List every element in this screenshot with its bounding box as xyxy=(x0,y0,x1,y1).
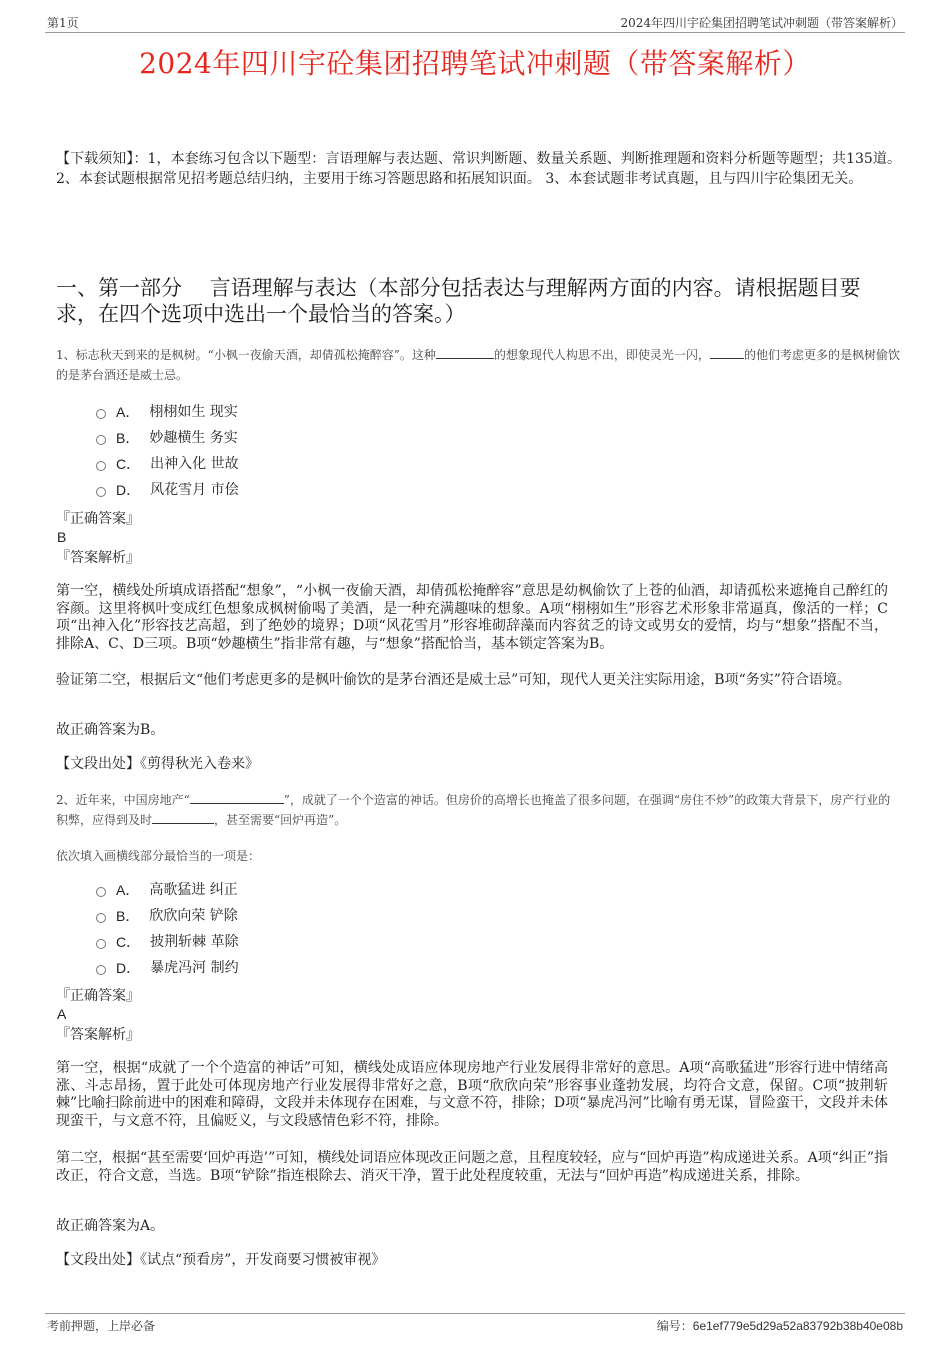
radio-icon[interactable] xyxy=(96,965,106,975)
q2-stem-part-c: ，甚至需要“回炉再造”。 xyxy=(214,813,347,827)
q2-correct-answer-label: 『正确答案』 xyxy=(56,988,140,1004)
option-letter: A． xyxy=(116,404,140,420)
section-heading: 一、第一部分 言语理解与表达（本部分包括表达与理解两方面的内容。请根据题目要求，在四个选项中选出一个最恰当的答案。） xyxy=(56,276,861,326)
q2-stem-part-b: ”，成就了一个个造富的神话。但房价的高增长也掩盖了很多问题，在强调“房住不炒”的政策大背景下，房产行业的积弊，应得到及时 xyxy=(56,793,891,827)
q2-option-a[interactable] xyxy=(96,881,238,899)
radio-icon[interactable] xyxy=(96,487,106,497)
footer-code-label: 编号： xyxy=(656,1319,693,1333)
q2-answer: A xyxy=(57,1006,67,1022)
page-number: 第1页 xyxy=(47,16,79,30)
option-text: 妙趣横生 务实 xyxy=(149,430,238,446)
radio-icon[interactable] xyxy=(96,939,106,949)
q1-correct-answer-label: 『正确答案』 xyxy=(56,511,140,527)
q2-analysis-paragraph-2: 第二空，根据“甚至需要‘回炉再造’”可知，横线处词语应体现改正问题之意，且程度较轻，应与“回炉再造”构成递进关系。A项“纠正”指改正，符合文意，当选。B项“铲除”指连根除去、消灭干净，置于此处程度较重，无法与“回炉再造”构成递进关系，排除。 xyxy=(56,1150,888,1184)
q2-analysis-paragraph-1: 第一空，根据“成就了一个个造富的神话”可知，横线处成语应体现房地产行业发展得非常好的意思。A项“高歌猛进”形容行进中情绪高涨、斗志昂扬，置于此处可体现房地产行业发展得非常好之意，B项“欣欣向荣”形容事业蓬勃发展，均符合文意，保留。C项“披荆斩棘”比喻扫除前进中的困难和障碍，文段并未体现存在困难，与文意不符，排除；D项“暴虎冯河”比喻有勇无谋，冒险蛮干，文段并未体现蛮干，与文意不符，且偏贬义，与文段感情色彩不符，排除。 xyxy=(56,1060,888,1129)
question-1-stem xyxy=(56,345,901,385)
q1-analysis-label: 『答案解析』 xyxy=(56,550,140,566)
q2-prompt: 依次填入画横线部分最恰当的一项是： xyxy=(56,849,261,863)
q1-stem-part-c: 的他们考虑更多的是枫树偷饮的是茅台酒还是威士忌。 xyxy=(56,348,900,382)
q1-option-c[interactable] xyxy=(96,455,239,473)
q2-analysis-paragraph-3: 故正确答案为A。 xyxy=(56,1218,165,1234)
q2-option-b[interactable] xyxy=(96,907,238,925)
q2-stem-part-a: 2、近年来，中国房地产“ xyxy=(56,793,190,807)
document-title: 2024年四川宇砼集团招聘笔试冲刺题（带答案解析） xyxy=(139,47,811,80)
option-letter: A． xyxy=(116,882,140,898)
q1-blank-2 xyxy=(710,346,744,359)
footer-slogan: 考前押题，上岸必备 xyxy=(47,1319,156,1333)
q1-source: 【文段出处】《剪得秋光入卷来》 xyxy=(56,756,259,772)
option-text: 披荆斩棘 革除 xyxy=(150,934,239,950)
q1-analysis-paragraph-3: 故正确答案为B。 xyxy=(56,722,165,738)
q2-blank-2 xyxy=(152,811,214,824)
option-text: 风花雪月 市侩 xyxy=(150,482,239,498)
q1-answer: B xyxy=(57,529,67,545)
download-notice: 【下载须知】：1，本套练习包含以下题型：言语理解与表达题、常识判断题、数量关系题、判断推理题和资料分析题等题型；共135道。 2、本套试题根据常见招考题总结归纳，主要用于练习答题思路和拓展知识面。 3、本套试题非考试真题，且与四川宇砼集团无关。 xyxy=(56,151,901,187)
option-letter: B． xyxy=(116,908,140,924)
option-text: 暴虎冯河 制约 xyxy=(150,960,239,976)
q1-option-b[interactable] xyxy=(96,429,238,447)
q1-analysis-paragraph-1: 第一空，横线处所填成语搭配“想象”，“小枫一夜偷天酒，却倩孤松掩醉容”意思是幼枫偷饮了上苍的仙酒，却请孤松来遮掩自己醉红的容颜。这里将枫叶变成红色想象成枫树偷喝了美酒，是一种充满趣味的想象。A项“栩栩如生”形容艺术形象非常逼真，像活的一样；C项“出神入化”形容技艺高超，到了绝妙的境界；D项“风花雪月”形容堆砌辞藻而内容贫乏的诗文或男女的爱情，均与“想象”搭配不当，排除A、C、D三项。B项“妙趣横生”指非常有趣，与“想象”搭配恰当，基本锁定答案为B。 xyxy=(56,583,888,652)
option-text: 欣欣向荣 铲除 xyxy=(149,908,238,924)
page-footer xyxy=(45,1313,905,1334)
q1-option-d[interactable] xyxy=(96,481,239,499)
option-letter: B． xyxy=(116,430,140,446)
option-text: 出神入化 世故 xyxy=(150,456,239,472)
q1-blank-1 xyxy=(436,346,494,359)
q2-analysis-label: 『答案解析』 xyxy=(56,1027,140,1043)
option-letter: D． xyxy=(116,960,141,976)
radio-icon[interactable] xyxy=(96,887,106,897)
q2-option-d[interactable] xyxy=(96,959,239,977)
option-letter: D． xyxy=(116,482,141,498)
option-text: 高歌猛进 纠正 xyxy=(149,882,238,898)
page-header xyxy=(45,14,905,33)
radio-icon[interactable] xyxy=(96,435,106,445)
q2-option-c[interactable] xyxy=(96,933,239,951)
option-text: 栩栩如生 现实 xyxy=(149,404,238,420)
question-2-stem xyxy=(56,790,901,830)
q2-blank-1 xyxy=(190,791,284,804)
footer-code-value: 6e1ef779e5d29a52a83792b38b40e08b xyxy=(692,1319,903,1333)
option-letter: C． xyxy=(116,456,141,472)
footer-code xyxy=(657,1317,903,1334)
q1-option-a[interactable] xyxy=(96,403,238,421)
radio-icon[interactable] xyxy=(96,913,106,923)
q1-stem-part-a: 1、标志秋天到来的是枫树。“小枫一夜偷天酒，却倩孤松掩醉容”。这种 xyxy=(56,348,436,362)
header-doc-title: 2024年四川宇砼集团招聘笔试冲刺题（带答案解析） xyxy=(620,16,903,30)
option-letter: C． xyxy=(116,934,141,950)
q1-analysis-paragraph-2: 验证第二空，根据后文“他们考虑更多的是枫叶偷饮的是茅台酒还是威士忌”可知，现代人更关注实际用途，B项“务实”符合语境。 xyxy=(56,672,851,688)
q2-source: 【文段出处】《试点“预看房”，开发商要习惯被审视》 xyxy=(56,1252,386,1268)
q1-stem-part-b: 的想象现代人构思不出，即使灵光一闪， xyxy=(493,348,710,362)
radio-icon[interactable] xyxy=(96,409,106,419)
radio-icon[interactable] xyxy=(96,461,106,471)
